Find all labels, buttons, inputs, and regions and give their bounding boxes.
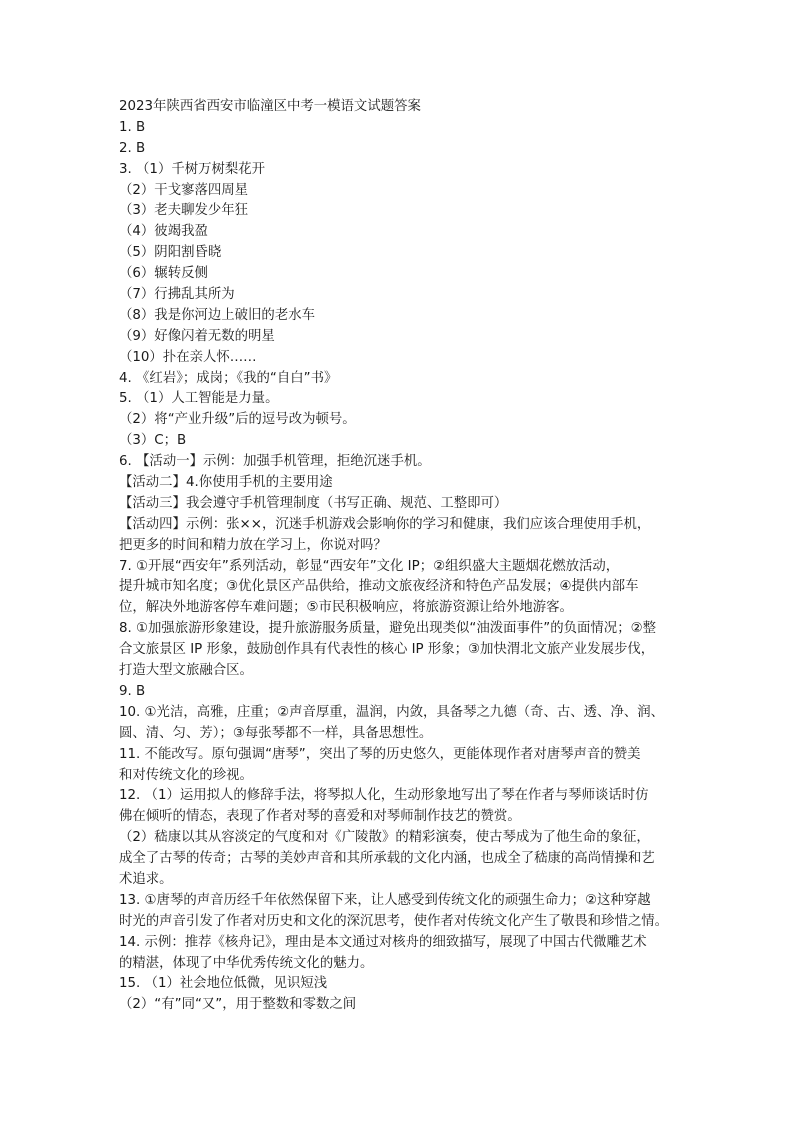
answer-line: 打造大型文旅融合区。 <box>119 663 253 679</box>
answer-line: （3）C；B <box>119 433 187 449</box>
answer-line: （2）“有”同“又”，用于整数和零数之间 <box>119 997 357 1013</box>
answer-line: 12. （1）运用拟人的修辞手法，将琴拟人化，生动形象地写出了琴在作者与琴师谈话时仿 <box>119 788 649 804</box>
answer-line: （6）辗转反侧 <box>119 266 208 282</box>
answer-line: 位，解决外地游客停车难问题；⑤市民积极响应，将旅游资源让给外地游客。 <box>119 600 573 616</box>
answer-line: 15. （1）社会地位低微，见识短浅 <box>119 976 328 992</box>
answer-line: （8）我是你河边上破旧的老水车 <box>119 307 315 323</box>
answer-line: 11. 不能改写。原句强调“唐琴”，突出了琴的历史悠久，更能体现作者对唐琴声音的赞美 <box>119 746 641 762</box>
answer-line: 成全了古琴的传奇；古琴的美妙声音和其所承载的文化内涵，也成全了嵇康的高尚情操和艺 <box>119 851 655 867</box>
answer-line: （10）扑在亲人怀…… <box>119 349 257 365</box>
answer-line: （2）嵇康以其从容淡定的气度和对《广陵散》的精彩演奏，使古琴成为了他生命的象征， <box>119 830 650 846</box>
answer-line: 提升城市知名度；③优化景区产品供给，推动文旅夜经济和特色产品发展；④提供内部车 <box>119 579 639 595</box>
answer-line: （2）干戈寥落四周星 <box>119 182 249 198</box>
answer-line: 7. ①开展“西安年”系列活动，彰显“西安年”文化 IP；②组织盛大主题烟花燃放活动， <box>119 558 620 574</box>
answer-line: （9）好像闪着无数的明星 <box>119 328 275 344</box>
document-content <box>119 97 689 1016</box>
answer-line: 把更多的时间和精力放在学习上，你说对吗？ <box>119 537 387 553</box>
answer-line: 术追求。 <box>119 871 173 887</box>
answer-line: 合文旅景区 IP 形象，鼓励创作具有代表性的核心 IP 形象；③加快渭北文旅产业发展步伐， <box>119 642 655 658</box>
answer-line: 2. B <box>119 140 146 156</box>
answer-line: 6. 【活动一】示例：加强手机管理，拒绝沉迷手机。 <box>119 454 431 470</box>
answer-line: 10. ①光洁，高雅，庄重；②声音厚重，温润，内敛，具备琴之九德（奇、古、透、净、润、 <box>119 704 665 720</box>
answer-line: 【活动二】4.你使用手机的主要用途 <box>119 475 333 491</box>
answer-line: 5. （1）人工智能是力量。 <box>119 391 279 407</box>
answer-line: 和对传统文化的珍视。 <box>119 767 253 783</box>
answer-line: 【活动三】我会遵守手机管理制度（书写正确、规范、工整即可） <box>119 495 508 511</box>
answer-line: 14. 示例：推荐《核舟记》，理由是本文通过对核舟的细致描写，展现了中国古代微雕艺术 <box>119 934 647 950</box>
answer-line: 佛在倾听的情态，表现了作者对琴的喜爱和对琴师制作技艺的赞赏。 <box>119 809 521 825</box>
answer-line: 9. B <box>119 683 146 699</box>
answer-line: （7）行拂乱其所为 <box>119 287 235 303</box>
answer-line: 【活动四】示例：张××，沉迷手机游戏会影响你的学习和健康，我们应该合理使用手机， <box>119 516 651 532</box>
document-title: 2023年陕西省西安市临潼区中考一模语文试题答案 <box>119 99 421 114</box>
answer-line: 圆、清、匀、芳）；③每张琴都不一样，具备思想性。 <box>119 725 433 741</box>
answer-line: 1. B <box>119 119 146 135</box>
answer-line: 3. （1）千树万树梨花开 <box>119 161 266 177</box>
answer-line: 13. ①唐琴的声音历经千年依然保留下来，让人感受到传统文化的顽强生命力；②这种穿越 <box>119 892 651 908</box>
answer-line: （3）老夫聊发少年狂 <box>119 203 249 219</box>
answer-line: 时光的声音引发了作者对历史和文化的深沉思考，使作者对传统文化产生了敬畏和珍惜之情。 <box>119 913 669 929</box>
answer-line: 8. ①加强旅游形象建设，提升旅游服务质量，避免出现类似“油泼面事件”的负面情况；②整 <box>119 621 656 637</box>
answer-line: 4. 《红岩》；成岗；《我的“自白”书》 <box>119 370 338 386</box>
answer-line: （5）阴阳割昏晓 <box>119 245 222 261</box>
answer-line: （4）彼竭我盈 <box>119 224 208 240</box>
answer-line: 的精湛，体现了中华优秀传统文化的魅力。 <box>119 955 374 971</box>
answer-line: （2）将“产业升级”后的逗号改为顿号。 <box>119 412 356 428</box>
